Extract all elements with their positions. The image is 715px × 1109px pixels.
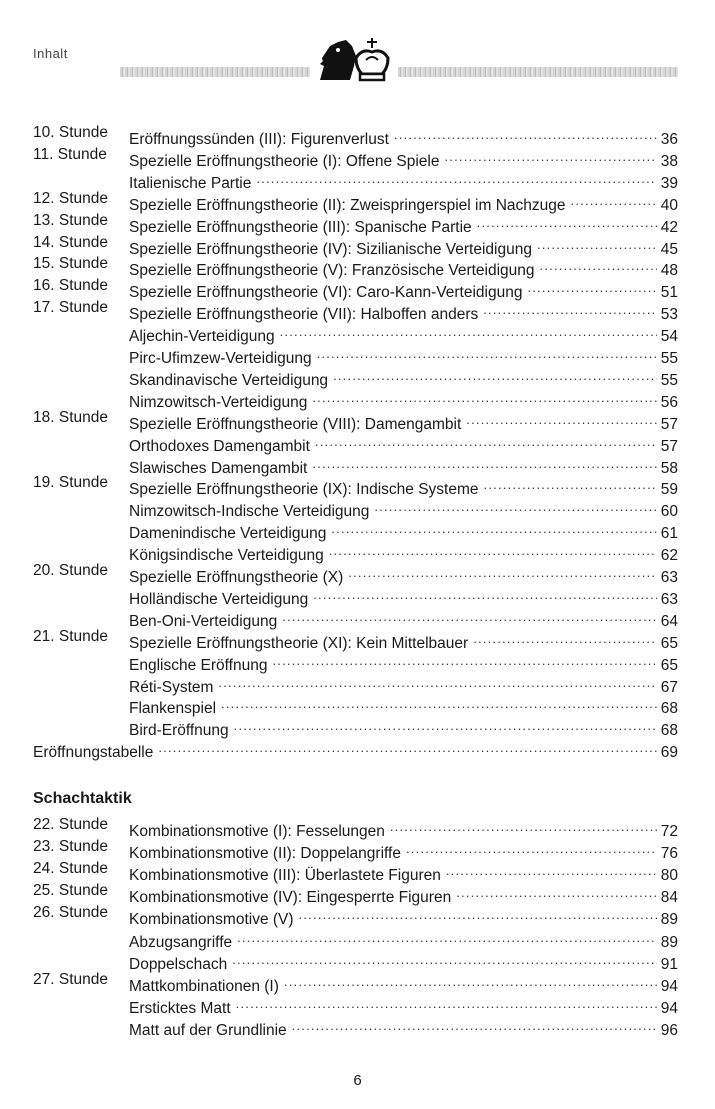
toc-entry: [33, 472, 678, 499]
toc-title-line: [129, 836, 678, 863]
toc-leader-dots: [299, 902, 657, 924]
toc-page-number: 94: [660, 999, 678, 1017]
toc-title-line: [129, 648, 678, 674]
toc-page-number: 89: [660, 933, 678, 951]
toc-leader-dots: [473, 626, 657, 648]
toc-entry: [33, 166, 678, 192]
toc-page-number: 91: [660, 955, 678, 973]
toc-page-number: 64: [660, 612, 678, 630]
toc-leader-dots: [406, 836, 657, 858]
toc-title: Kombinationsmotive (I): Fesselungen: [129, 823, 385, 840]
toc-title: Königsindische Verteidigung: [129, 547, 324, 565]
toc-title-line: [129, 188, 678, 214]
toc-page-number: 59: [660, 481, 678, 499]
toc-entry: [33, 494, 678, 521]
toc-title: Réti-System: [129, 678, 214, 696]
toc-title: Spezielle Eröffnungstheorie (V): Französische Verteidigung: [129, 262, 535, 280]
toc-entry: [33, 969, 678, 995]
toc-title: Kombinationsmotive (V): [129, 911, 294, 929]
toc-entry: [33, 713, 678, 740]
toc-title-line: [129, 925, 678, 951]
toc-entry: [33, 210, 678, 236]
toc-entry: [33, 297, 678, 324]
toc-entry: [33, 363, 678, 389]
toc-lesson-number: 17. Stunde: [33, 299, 108, 317]
toc-title-line: [129, 670, 678, 696]
toc-title-line: [129, 232, 678, 258]
toc-leader-dots: [527, 275, 656, 297]
toc-leader-dots: [312, 451, 656, 473]
toc-lesson-number: 20. Stunde: [33, 562, 108, 579]
toc-page-number: 65: [660, 634, 678, 652]
toc-leader-dots: [348, 560, 656, 582]
toc-page-number: 76: [660, 845, 678, 863]
toc-title: Spezielle Eröffnungstheorie (VII): Halboffen anders: [129, 306, 479, 324]
toc-leader-dots: [374, 494, 656, 516]
toc-title-line: [129, 122, 678, 148]
toc-title-line: [129, 385, 678, 411]
toc-lesson-number: 26. Stunde: [33, 904, 108, 922]
section-heading: Schachtaktik: [33, 790, 132, 807]
toc-title: Mattkombinationen (I): [129, 977, 279, 995]
toc-lesson-number: 21. Stunde: [33, 627, 108, 645]
toc-entry: [33, 516, 678, 543]
toc-leader-dots: [315, 429, 657, 451]
toc-lesson-number: 15. Stunde: [33, 255, 108, 273]
toc-entry: [33, 319, 678, 346]
toc-title-line: [129, 538, 678, 565]
toc-leader-dots: [456, 880, 657, 902]
toc-entry: [33, 1013, 678, 1039]
toc-title: Kombinationsmotive (III): Überlastete Figuren: [129, 867, 441, 885]
toc-entry: [33, 670, 678, 696]
running-header-label: Inhalt: [33, 46, 68, 61]
toc-lesson-number: 19. Stunde: [33, 474, 108, 492]
toc-entry: [33, 429, 678, 455]
toc-title-line: [129, 363, 678, 389]
toc-page-number: 69: [660, 744, 678, 762]
toc-lesson-number: 16. Stunde: [33, 277, 108, 295]
toc-page-number: 89: [660, 911, 678, 929]
toc-leader-dots: [537, 232, 657, 254]
toc-title: Pirc-Ufimzew-Verteidigung: [129, 350, 312, 367]
toc-page-number: 55: [660, 350, 678, 367]
toc-leader-dots: [390, 814, 657, 836]
toc-entry: [33, 275, 678, 302]
toc-page-number: 68: [660, 700, 678, 718]
toc-title-line: [129, 494, 678, 521]
toc-entry: [33, 188, 678, 214]
toc-page-number: 60: [660, 503, 678, 521]
toc-leader-dots: [333, 363, 657, 385]
toc-title: Spezielle Eröffnungstheorie (X): [129, 569, 344, 586]
toc-title: Spezielle Eröffnungstheorie (I): Offene Spiele: [129, 152, 440, 170]
toc-entry: [33, 385, 678, 411]
toc-page-number: 55: [660, 371, 678, 389]
toc-leader-dots: [280, 319, 657, 341]
toc-title: Eröffnungstabelle: [33, 744, 154, 762]
toc-title: Spezielle Eröffnungstheorie (II): Zweispringerspiel im Nachzuge: [129, 196, 566, 214]
toc-leader-dots: [484, 472, 657, 494]
toc-entry: [33, 253, 678, 280]
toc-entry: [33, 902, 678, 929]
toc-title-line: [129, 451, 678, 477]
toc-entry: [33, 582, 678, 608]
toc-page-number: 48: [660, 262, 678, 280]
toc-title: Ben-Oni-Verteidigung: [129, 612, 278, 630]
toc-lesson-number: 22. Stunde: [33, 816, 108, 833]
toc-title-line: [129, 902, 678, 929]
toc-title: Aljechin-Verteidigung: [129, 328, 275, 346]
toc-leader-dots: [571, 188, 657, 210]
toc-page-number: 72: [660, 823, 678, 840]
toc-title-line: [129, 991, 678, 1017]
header-rule-right: [398, 67, 678, 77]
toc-lesson-number: 24. Stunde: [33, 860, 108, 878]
toc-page-number: 80: [660, 867, 678, 885]
toc-page-number: 57: [660, 415, 678, 433]
toc-title-line: [129, 1013, 678, 1039]
toc-title-line: [129, 166, 678, 192]
toc-leader-dots: [313, 582, 657, 604]
toc-title-line: [129, 210, 678, 236]
toc-page-number: 36: [660, 131, 678, 148]
toc-title-line: [129, 253, 678, 280]
toc-entry: [33, 232, 678, 258]
toc-lesson-number: 10. Stunde: [33, 124, 108, 141]
toc-lesson-number: 25. Stunde: [33, 882, 108, 900]
toc-title: Spezielle Eröffnungstheorie (VI): Caro-Kann-Verteidigung: [129, 284, 523, 302]
toc-entry: [33, 341, 678, 367]
toc-title: Skandinavische Verteidigung: [129, 371, 329, 389]
toc-title-line: [129, 582, 678, 608]
toc-leader-dots: [292, 1013, 657, 1035]
toc-leader-dots: [282, 604, 657, 626]
toc-page-number: 63: [660, 590, 678, 608]
toc-title: Orthodoxes Damengambit: [129, 437, 310, 455]
toc-title: Spezielle Eröffnungstheorie (XI): Kein Mittelbauer: [129, 634, 469, 652]
toc-entry: [33, 604, 678, 630]
toc-page-number: 42: [660, 218, 678, 236]
toc-lesson-number: 14. Stunde: [33, 233, 108, 251]
toc-page-number: 40: [660, 196, 678, 214]
toc-leader-dots: [483, 297, 657, 319]
toc-title-line: [129, 626, 678, 652]
toc-lesson-number: 11. Stunde: [33, 145, 107, 163]
toc-title: Abzugsangriffe: [129, 933, 233, 951]
toc-title-line: [129, 472, 678, 499]
toc-title: Flankenspiel: [129, 700, 217, 718]
toc-title-line: [129, 275, 678, 302]
toc-page-number: 63: [660, 569, 678, 586]
toc-title: Ersticktes Matt: [129, 999, 231, 1017]
toc-leader-dots: [256, 166, 656, 188]
toc-entry: [33, 538, 678, 565]
toc-title: Kombinationsmotive (IV): Eingesperrte Figuren: [129, 889, 452, 907]
toc-lesson-number: 18. Stunde: [33, 408, 108, 426]
toc-page-number: 65: [660, 656, 678, 674]
toc-entry: [33, 407, 678, 433]
toc-leader-dots: [540, 253, 657, 275]
toc-entry: [33, 947, 678, 973]
toc-title: Spezielle Eröffnungstheorie (VIII): Damengambit: [129, 415, 462, 433]
toc-title-line: [129, 604, 678, 630]
toc-title: Kombinationsmotive (II): Doppelangriffe: [129, 845, 401, 863]
toc-page-number: 61: [660, 525, 678, 543]
toc-leader-dots: [331, 516, 656, 538]
toc-title: Holländische Verteidigung: [129, 590, 309, 608]
toc-entry: [33, 735, 678, 762]
toc-leader-dots: [444, 144, 656, 166]
toc-entry: [33, 626, 678, 652]
toc-title: Bird-Eröffnung: [129, 722, 229, 740]
toc-page-number: 56: [660, 393, 678, 411]
toc-leader-dots: [312, 385, 656, 407]
toc-title: Italienische Partie: [129, 174, 252, 192]
toc-leader-dots: [446, 858, 657, 880]
toc-title-line: [33, 735, 678, 762]
toc-leader-dots: [234, 713, 657, 735]
toc-title-line: [129, 880, 678, 907]
toc-entry: [33, 925, 678, 951]
toc-lesson-number: 23. Stunde: [33, 838, 108, 856]
toc-entry: [33, 648, 678, 674]
toc-entry: [33, 560, 678, 586]
toc-page-number: 94: [660, 977, 678, 995]
toc-page-number: 62: [660, 547, 678, 565]
toc-title-line: [129, 319, 678, 346]
toc-title: Nimzowitsch-Verteidigung: [129, 393, 308, 411]
toc-lesson-number: 27. Stunde: [33, 970, 108, 988]
toc-title: Doppelschach: [129, 955, 228, 973]
toc-leader-dots: [237, 925, 657, 947]
toc-title: Eröffnungssünden (III): Figurenverlust: [129, 131, 389, 148]
header-rule-left: [120, 67, 310, 77]
toc-page-number: 84: [660, 889, 678, 907]
toc-page-number: 51: [660, 284, 678, 302]
toc-entry: [33, 836, 678, 863]
toc-entry: [33, 991, 678, 1017]
toc-title-line: [129, 516, 678, 543]
toc-title-line: [129, 691, 678, 718]
toc-title-line: [129, 429, 678, 455]
toc-entry: [33, 814, 678, 840]
toc-title: Slawisches Damengambit: [129, 459, 308, 477]
toc-title-line: [129, 947, 678, 973]
toc-page-number: 53: [660, 306, 678, 324]
toc-leader-dots: [218, 670, 656, 692]
toc-title: Spezielle Eröffnungstheorie (IV): Sizilianische Verteidigung: [129, 240, 532, 258]
toc-title-line: [129, 297, 678, 324]
toc-title-line: [129, 713, 678, 740]
toc-entry: [33, 144, 678, 170]
toc-title-line: [129, 341, 678, 367]
toc-lesson-number: 13. Stunde: [33, 211, 108, 229]
toc-title: Matt auf der Grundlinie: [129, 1021, 287, 1039]
toc-page-number: 39: [660, 174, 678, 192]
toc-leader-dots: [158, 735, 656, 757]
toc-title: Damenindische Verteidigung: [129, 525, 327, 543]
toc-page-number: 57: [660, 437, 678, 455]
toc-entry: [33, 691, 678, 718]
toc-page-number: 96: [660, 1021, 678, 1039]
toc-entry: [33, 122, 678, 148]
toc-title: Spezielle Eröffnungstheorie (III): Spanische Partie: [129, 218, 472, 236]
toc-leader-dots: [236, 991, 657, 1013]
page-number: 6: [353, 1072, 362, 1089]
chess-knight-king-icon: [316, 36, 396, 86]
toc-page-number: 58: [660, 459, 678, 477]
toc-page-number: 38: [660, 152, 678, 170]
toc-leader-dots: [284, 969, 657, 991]
toc-title: Englische Eröffnung: [129, 656, 268, 674]
toc-leader-dots: [329, 538, 657, 560]
toc-leader-dots: [317, 341, 657, 363]
toc-title-line: [129, 407, 678, 433]
toc-title-line: [129, 560, 678, 586]
toc-title: Nimzowitsch-Indische Verteidigung: [129, 503, 370, 521]
toc-title: Spezielle Eröffnungstheorie (IX): Indische Systeme: [129, 481, 479, 499]
toc-page-number: 67: [660, 678, 678, 696]
toc-page-number: 68: [660, 722, 678, 740]
toc-title-line: [129, 858, 678, 885]
toc-leader-dots: [466, 407, 656, 429]
toc-lesson-number: 12. Stunde: [33, 189, 108, 207]
toc-title-line: [129, 969, 678, 995]
toc-page-number: 54: [660, 328, 678, 346]
toc-leader-dots: [477, 210, 657, 232]
toc-entry: [33, 880, 678, 907]
toc-title-line: [129, 144, 678, 170]
toc-leader-dots: [272, 648, 656, 670]
toc-leader-dots: [221, 691, 657, 713]
toc-entry: [33, 858, 678, 885]
toc-title-line: [129, 814, 678, 840]
toc-leader-dots: [394, 122, 657, 144]
toc-leader-dots: [232, 947, 657, 969]
toc-entry: [33, 451, 678, 477]
toc-page-number: 45: [660, 240, 678, 258]
